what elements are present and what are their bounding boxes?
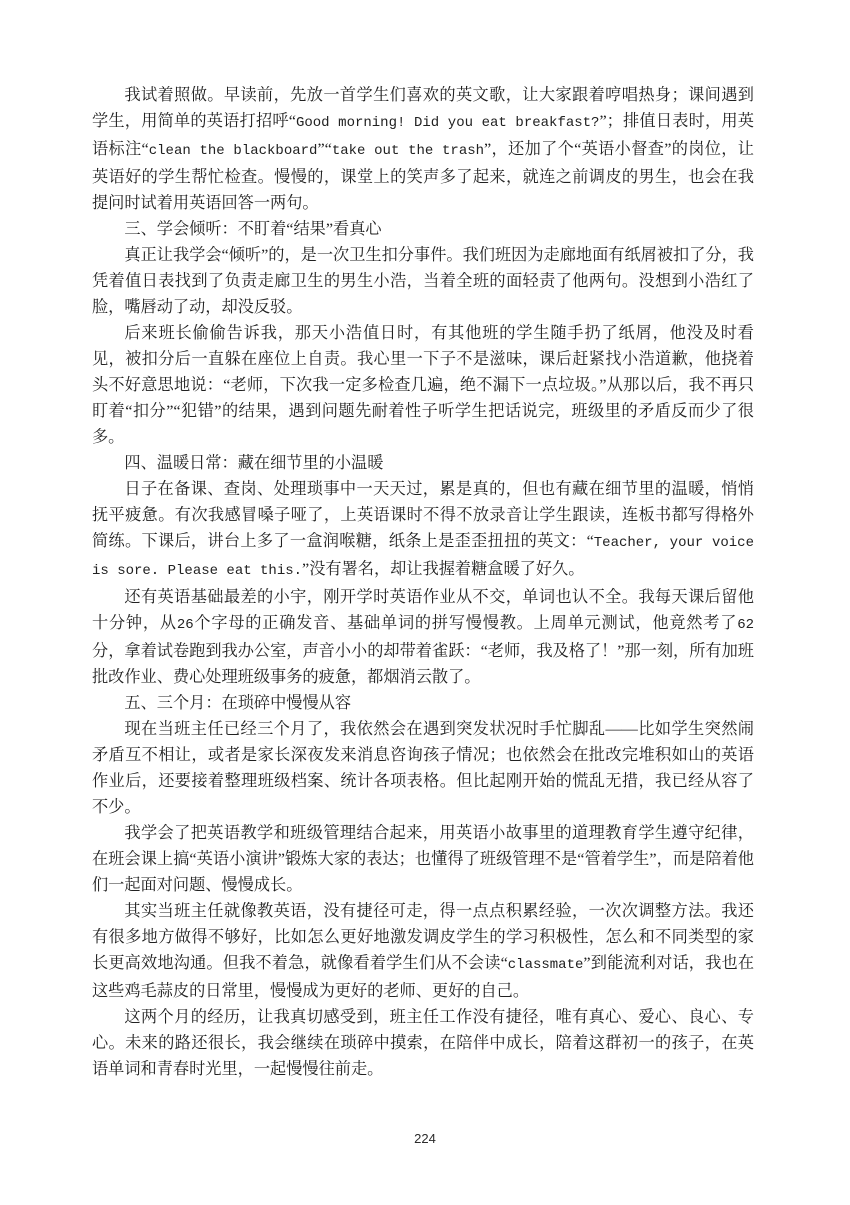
latin-text: Good morning! Did you eat breakfast? [295,115,600,131]
latin-text: clean the blackboard [148,143,318,159]
paragraph: 后来班长偷偷告诉我，那天小浩值日时，有其他班的学生随手扔了纸屑，他没及时看见，被扣分后一直躲在座位上自责。我心里一下子不是滋味，课后赶紧找小浩道歉，他挠着头不好意思地说：“老师，下次我一定多检查几遍，绝不漏下一点垃圾。”从那以后，我不再只盯着“扣分”“犯错”的结果，遇到问题先耐着性子听学生把话说完，班级里的矛盾反而少了很多。 [92,324,754,446]
page-footer [0,1131,850,1146]
latin-text: Teacher, your voice is sore. Please eat this. [92,535,754,579]
paragraph: 现在当班主任已经三个月了，我依然会在遇到突发状况时手忙脚乱——比如学生突然闹矛盾互不相让，或者是家长深夜发来消息咨询孩子情况；也依然会在批改完堆积如山的英语作业后，还要接着整理班级档案、统计各项表格。但比起刚开始的慌乱无措，我已经从容了不少。 [92,720,754,816]
latin-text: classmate [507,957,584,973]
paragraph: 我试着照做。早读前，先放一首学生们喜欢的英文歌，让大家跟着哼唱热身；课间遇到学生，用简单的英语打招呼“Good morning! Did you eat breakfast?”；排值日表时，用英语标注“clean the blackboard”“take out the trash”，还加了个“英语小督查”的岗位，让英语好的学生帮忙检查。慢慢的，课堂上的笑声多了起来，就连之前调皮的男生，也会在我提问时试着用英语回答一两句。 [92,86,754,212]
paragraph: 这两个月的经历，让我真切感受到，班主任工作没有捷径，唯有真心、爱心、良心、专心。未来的路还很长，我会继续在琐碎中摸索，在陪伴中成长，陪着这群初一的孩子，在英语单词和青春时光里，一起慢慢往前走。 [92,1008,754,1078]
latin-text: take out the trash [331,143,485,159]
document-body [92,82,754,1082]
latin-text: 26 [176,617,194,633]
latin-text: 62 [737,617,754,633]
paragraph: 日子在备课、查岗、处理琐事中一天天过，累是真的，但也有藏在细节里的温暖，悄悄抚平疲惫。有次我感冒嗓子哑了，上英语课时不得不放录音让学生跟读，连板书都写得格外简练。下课后，讲台上多了一盒润喉糖，纸条上是歪歪扭扭的英文：“Teacher, your voice is sore. Please eat this.”没有署名，却让我握着糖盒暖了好久。 [92,480,754,579]
paragraph: 我学会了把英语教学和班级管理结合起来，用英语小故事里的道理教育学生遵守纪律，在班会课上搞“英语小演讲”锻炼大家的表达；也懂得了班级管理不是“管着学生”，而是陪着他们一起面对问题、慢慢成长。 [92,824,754,894]
paragraph: 其实当班主任就像教英语，没有捷径可走，得一点点积累经验，一次次调整方法。我还有很多地方做得不够好，比如怎么更好地激发调皮学生的学习积极性，怎么和不同类型的家长更高效地沟通。但我不着急，就像看着学生们从不会读“classmate”到能流利对话，我也在这些鸡毛蒜皮的日常里，慢慢成为更好的老师、更好的自己。 [92,902,755,1000]
section-heading: 四、温暖日常：藏在细节里的小温暖 [124,454,384,472]
paragraph: 还有英语基础最差的小宇，刚开学时英语作业从不交，单词也认不全。我每天课后留他十分钟，从26个字母的正确发音、基础单词的拼写慢慢教。上周单元测试，他竟然考了62分，拿着试卷跑到我办公室，声音小小的却带着雀跃：“老师，我及格了！”那一刻，所有加班批改作业、费心处理班级事务的疲惫，都烟消云散了。 [92,588,754,686]
page-number: 224 [414,1131,436,1146]
section-heading: 五、三个月：在琐碎中慢慢从容 [124,694,352,712]
section-heading: 三、学会倾听：不盯着“结果”看真心 [124,220,382,238]
paragraph: 真正让我学会“倾听”的，是一次卫生扣分事件。我们班因为走廊地面有纸屑被扣了分，我凭着值日表找到了负责走廊卫生的男生小浩，当着全班的面轻责了他两句。没想到小浩红了脸，嘴唇动了动，却没反驳。 [92,246,754,316]
